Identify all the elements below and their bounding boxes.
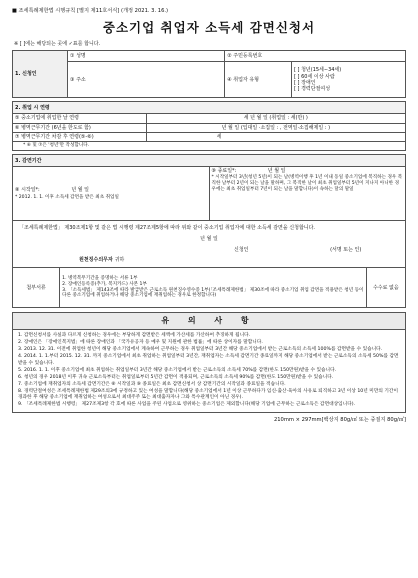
declaration-block: [12, 221, 406, 267]
declaration-text: 「조세특례제한법」 제30조제1항 및 같은 법 시행령 제27조제5항에 따라 위와 같이 중소기업 취업자에 대한 소득세 감면을 신청합니다.: [19, 225, 316, 232]
guide-item: 9. 「조세특례제한법 시행령」 제27조제3항 각 호에 따른 사업을 주된 사업으로 영위하는 중소기업은 제외합니다(해당 기업에 근무하는 근로소득은 감면대상입니다).: [18, 402, 356, 408]
attachments-label: 첨부서류: [13, 268, 60, 308]
adjusted-age-label: ⑦ 병역근무기간 차감 후 연령(⑤-⑥): [13, 132, 147, 141]
type-label: ④ 취업자 유형: [225, 62, 292, 98]
employment-section-label: 2. 취업 시 연령: [13, 102, 406, 114]
paper-spec: 210mm × 297mm[백상지 80g/㎡ 또는 중질지 80g/㎡]: [273, 417, 406, 424]
guide-item: 1. 감면신청서를 사실과 다르게 신청하는 경우에는 부당하게 감면받은 세액에 가산세를 가산하여 추징하게 됩니다.: [18, 333, 251, 339]
checkbox-note: ※ [ ]에는 해당되는 곳에 ✓표를 합니다.: [14, 41, 101, 48]
age-at-hire-field[interactable]: 세 년 월 일 (취업일 : 세(만) ): [146, 114, 405, 123]
end-date-cell[interactable]: [209, 167, 406, 221]
end-date-note: * 시작일부터 3년(청년 5년)이 되는 날(병역이행 후 1년 이내 동일 중소기업에 복직하는 경우 복직한 날부터 2년이 되는 날을 말하며, 그 복직한 날이 최초 취업일부터 5년이 지나지 아니한 경우에는 최초 취업일부터 7년이 되는 날을 말합니다)이 속하는 달의 말일: [211, 175, 403, 192]
address-field[interactable]: [68, 62, 225, 98]
recipient-label: 원천징수의무자: [79, 256, 113, 263]
address-label: ③ 주소: [70, 76, 86, 83]
guide-item: 6. 청년의 경우 2018년 이후 귀속 근로소득부터는 취업일로부터 5년간 감면이 적용되며, 근로소득의 소득세 90%를 감면(한도 150만원)받을 수 있습니다.: [18, 374, 334, 380]
guide-item: 4. 2014. 1. 1.부터 2015. 12. 31. 까지 중소기업에서 최초 취업하는 취업일부터 3년간, 재취업자는 소득세 감면기간 종료일까지 해당 중소기업에서 받는 근로소득의 소득세 50%를 감면받을 수 있습니다.: [18, 354, 399, 366]
period-section-label: 3. 감면기간: [13, 155, 406, 167]
signature-field[interactable]: (서명 또는 인): [330, 246, 362, 253]
attachments-table: [12, 267, 406, 308]
attachment-item: 3. 「소득세법」 제143조에 따라 발급받은 근로소득 원천징수영수증 1부(「조세특례제한법」 제30조에 따라 중소기업 취업 감면을 적용받은 청년 등이 다른 중소기업에 취업하거나 해당 중소기업에 재취업하는 경우로 한정합니다): [62, 287, 364, 299]
applicant-table: [12, 50, 406, 98]
guide-title: 유 의 사 항: [12, 312, 406, 329]
name-label: ① 성명: [70, 53, 86, 60]
military-period-field[interactable]: 년 월 일 (입대일 ·소집일 : , 전역일·소집해제일 : ): [146, 123, 405, 132]
start-date-label: ⑧ 시작일*:: [15, 186, 40, 193]
recipient-suffix: 귀하: [114, 256, 125, 263]
guide-section: [12, 312, 406, 413]
form-title: 중소기업 취업자 소득세 감면신청서: [102, 19, 316, 35]
start-date-value: 년 월 일: [71, 186, 90, 193]
guide-item: 5. 2016. 1. 1. 이후 중소기업에 최초 취업하는 취업일부터 3년간 해당 중소기업에서 받는 근로소득의 소득세 70%를 감면(한도 150만원)받을 수 있습니다.: [18, 367, 337, 373]
type-option-senior[interactable]: [ ] 60세 이상 사람: [294, 73, 335, 80]
guide-item: 8. 경력단절여성은 조세특례제한법 제29조의3에 규정하고 있는 여성을 말합니다(해당 중소기업에서 1년 이상 근무하다가 임신·출산·육아의 사유로 퇴직하고 3년 이상 10년 미만의 기간이 경과한 후 해당 중소기업에 재취업하는 여성으로서 최대주주 또는 최대출자자나 그와 특수관계인이 아닌 경우).: [18, 389, 398, 401]
guide-body: [12, 329, 406, 413]
attachment-item: 2. 장애인등록증(추가, 복지카드) 사본 1부: [62, 281, 147, 287]
end-date-value: 년 월 일: [267, 168, 286, 175]
age-at-hire-label: ⑤ 중소기업에 취업한 날 연령: [13, 114, 147, 123]
start-date-note: * 2012. 1. 1. 이후 소득세 감면을 받은 최초 취업일: [15, 194, 119, 200]
attachment-item: 1. 병역복무기간을 증명하는 서류 1부: [62, 276, 138, 282]
adjusted-age-field[interactable]: 세: [146, 132, 405, 141]
youth-only-note: * ⑥ 및 ⑦은 '청년'만 작성합니다.: [13, 142, 406, 151]
fee-label: 수수료 없음: [366, 268, 405, 308]
type-options: [292, 62, 406, 98]
declaration-date[interactable]: 년 월 일: [200, 236, 218, 243]
type-option-youth[interactable]: [ ] 청년(15세∼34세): [294, 67, 342, 74]
guide-item: 7. 중소기업에 재취업자의 소득세 감면기간은 ⑧ 시작일과 ⑨ 종료일은 최초 감면신청서 상 감면기간의 시작일과 종료일을 적습니다.: [18, 381, 286, 387]
period-table: [12, 154, 406, 221]
guide-item: 3. 2013. 12. 31. 이전에 취업한 청년이 해당 중소기업에서 계속하여 근무하는 경우 취업일부터 3년간 해당 중소기업에서 받는 근로소득의 소득세 100%를 감면받을 수 있습니다.: [18, 347, 383, 353]
applicant-signature-label: 신청인: [234, 246, 249, 253]
type-option-disabled[interactable]: [ ] 장애인: [294, 79, 316, 86]
start-date-cell[interactable]: [13, 167, 210, 221]
rrn-label: ② 주민등록번호: [227, 53, 263, 60]
employment-table: [12, 101, 406, 151]
guide-item: 2. 장애인은 「장애인복지법」에 따른 장애인과 「국가유공자 등 예우 및 지원에 관한 법률」에 따른 상이자를 말합니다.: [18, 340, 263, 346]
end-date-label: ⑨ 종료일*:: [211, 168, 237, 175]
rrn-field[interactable]: [225, 51, 406, 62]
name-field[interactable]: [68, 51, 225, 62]
military-period-label: ⑥ 병역근무기간 (6년을 한도로 함): [13, 123, 147, 132]
type-option-career-break[interactable]: [ ] 경력단절여성: [294, 86, 331, 93]
attachments-list: [60, 268, 367, 308]
regulation-header: ■ 조세특례제한법 시행규칙 [별지 제11호서식] (개정 2021. 3. 16.): [12, 8, 169, 14]
applicant-section-label: 1. 신청인: [13, 51, 68, 98]
